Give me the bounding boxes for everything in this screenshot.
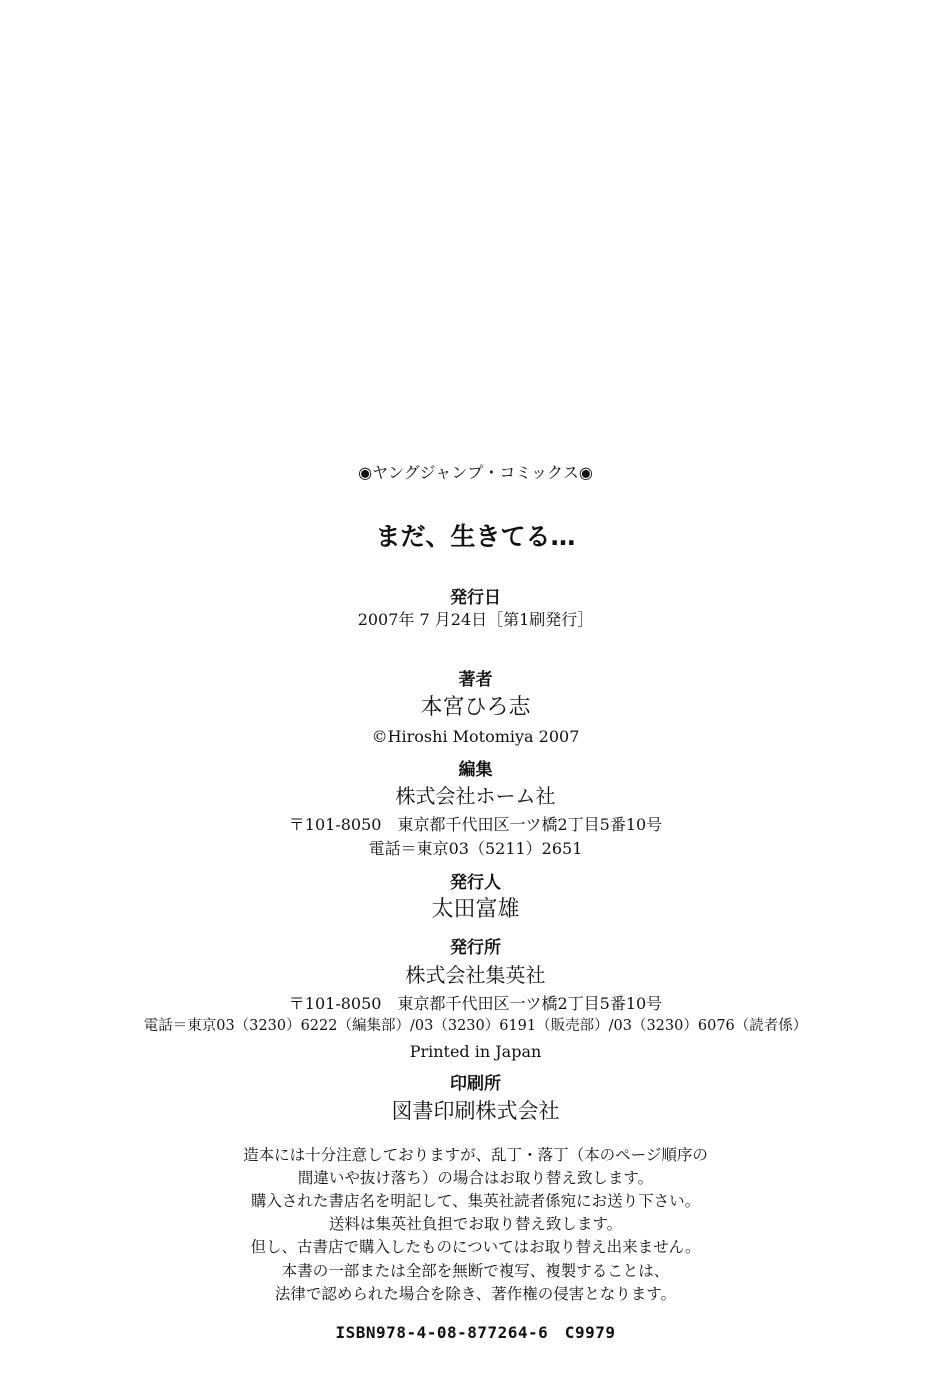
publisher-person-label: 発行人 [450,873,501,893]
printer-company: 図書印刷株式会社 [391,1099,560,1123]
editing-label: 編集 [458,760,493,780]
series-name: ◉ヤングジャンプ・コミックス◉ [358,463,593,482]
notice-line: 法律で認められた場合を除き、著作権の侵害となります。 [274,1285,677,1303]
book-title: まだ、生きてる… [375,522,576,551]
notice-line: 送料は集英社負担でお取り替え致します。 [328,1215,623,1233]
copyright: ©Hiroshi Motomiya 2007 [371,727,580,746]
publisher-company: 株式会社集英社 [405,963,546,987]
publisher-person-name: 太田富雄 [431,897,520,922]
issue-date: 2007年 7 月24日［第1刷発行］ [357,610,594,629]
author-label: 著者 [458,670,493,690]
publisher-phone: 電話＝東京03（3230）6222（編集部）/03（3230）6191（販売部）/03（3230）6076（読者係） [143,1018,808,1034]
publisher-address: 〒101-8050 東京都千代田区一ツ橋2丁目5番10号 [288,994,663,1013]
editing-company: 株式会社ホーム社 [395,784,556,808]
isbn: ISBN978-4-08-877264-6 C9979 [335,1323,616,1342]
notice-line: 但し、古書店で購入したものについてはお取り替え出来ません。 [250,1238,701,1256]
editing-phone: 電話＝東京03（5211）2651 [368,839,583,858]
author-name: 本宮ひろ志 [420,695,531,720]
notice-line: 購入された書店名を明記して、集英社読者係宛にお送り下さい。 [250,1192,701,1210]
notice-line: 造本には十分注意しておりますが、乱丁・落丁（本のページ順序の [243,1146,708,1164]
publisher-label: 発行所 [450,938,501,958]
printer-label: 印刷所 [450,1074,501,1094]
notice-line: 本書の一部または全部を無断で複写、複製することは、 [281,1262,670,1280]
issue-date-label: 発行日 [450,588,501,608]
editing-address: 〒101-8050 東京都千代田区一ツ橋2丁目5番10号 [288,815,663,834]
notice-line: 間違いや抜け落ち）の場合はお取り替え致します。 [297,1169,654,1187]
printed-in: Printed in Japan [409,1042,542,1061]
